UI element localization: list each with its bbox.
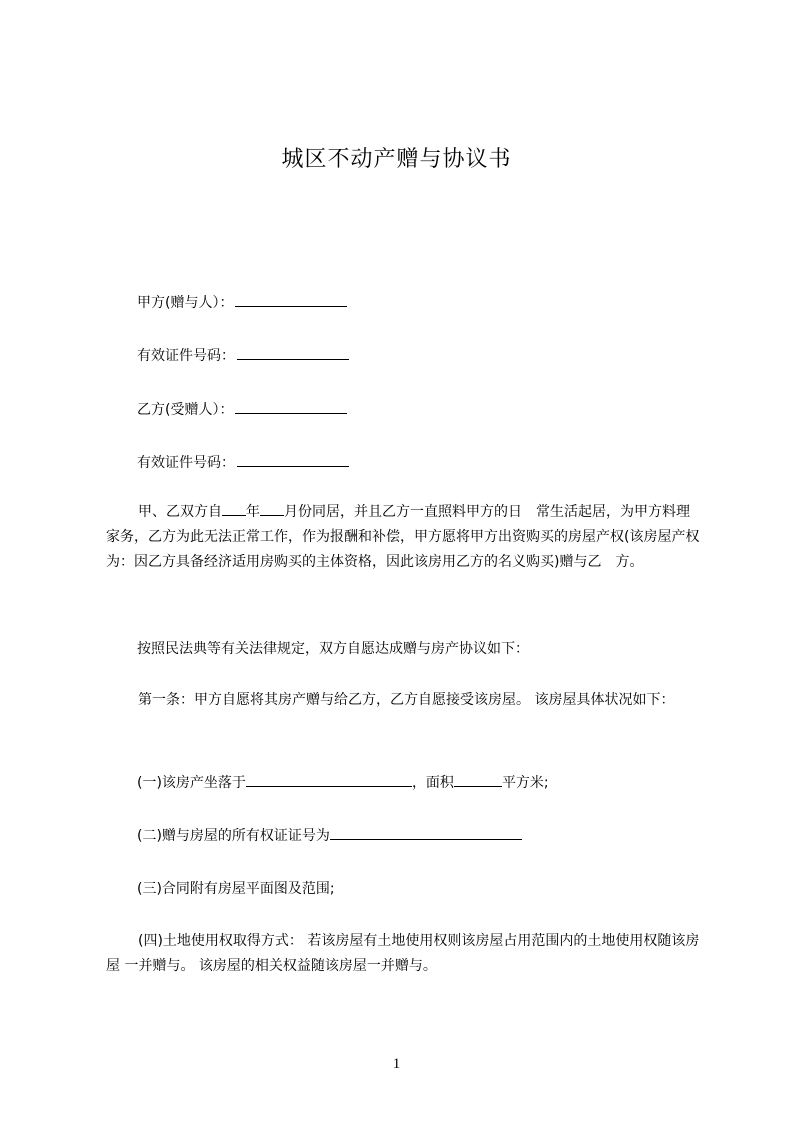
item-4-paragraph: (四)土地使用权取得方式： 若该房屋有土地使用权则该房屋占用范围内的土地使用权随该房屋 一并赠与。 该房屋的相关权益随该房屋一并赠与。 — [106, 933, 700, 974]
item-1-line — [137, 772, 549, 792]
preamble-paragraph — [106, 500, 702, 575]
location-blank — [246, 772, 412, 787]
item-1-mid: ，面积 — [411, 775, 454, 791]
item-1-prefix: (一)该房产坐落于 — [137, 775, 246, 791]
party-b-label: 乙方(受赠人）： — [137, 402, 234, 418]
preamble-part-2: 年 — [246, 504, 260, 520]
preamble-part-3: 月份同居，并且乙方一直照料甲方的日 常生活起居，为甲方料理家务，乙方为此无法正常工作，作为报酬和补偿，甲方愿将甲方出资购买的房屋产权(该房屋产权为：因乙方具备经济适用房购买的主体资格，因此该房用乙方的名义购买)赠与乙 方。 — [106, 504, 700, 570]
id-a-line — [137, 345, 349, 365]
article-1: 第一条：甲方自愿将其房产赠与给乙方，乙方自愿接受该房屋。 该房屋具体状况如下： — [138, 692, 675, 708]
id-a-label: 有效证件号码： — [137, 348, 235, 364]
certificate-blank — [330, 825, 522, 840]
id-a-blank — [237, 345, 349, 360]
document-title: 城区不动产赠与协议书 — [281, 147, 512, 172]
party-b-blank — [235, 399, 347, 414]
page-number: 1 — [392, 1056, 401, 1072]
party-a-line — [137, 292, 347, 312]
item-2-prefix: (二)赠与房屋的所有权证证号为 — [137, 828, 330, 844]
area-blank — [454, 772, 502, 787]
party-a-blank — [235, 292, 347, 307]
item-2-line — [137, 825, 522, 845]
id-b-label: 有效证件号码： — [137, 455, 235, 471]
item-1-suffix: 平方米; — [501, 775, 549, 791]
month-blank — [260, 501, 284, 516]
party-b-line — [137, 399, 347, 419]
id-b-line — [137, 452, 349, 472]
preamble-part-1: 甲、乙双方自 — [138, 504, 222, 520]
id-b-blank — [237, 452, 349, 467]
intro-line: 按照民法典等有关法律规定，双方自愿达成赠与房产协议如下： — [137, 641, 529, 657]
party-a-label: 甲方(赠与人）： — [137, 295, 234, 311]
item-3-line: (三)合同附有房屋平面图及范围; — [137, 881, 335, 897]
year-blank — [222, 501, 246, 516]
